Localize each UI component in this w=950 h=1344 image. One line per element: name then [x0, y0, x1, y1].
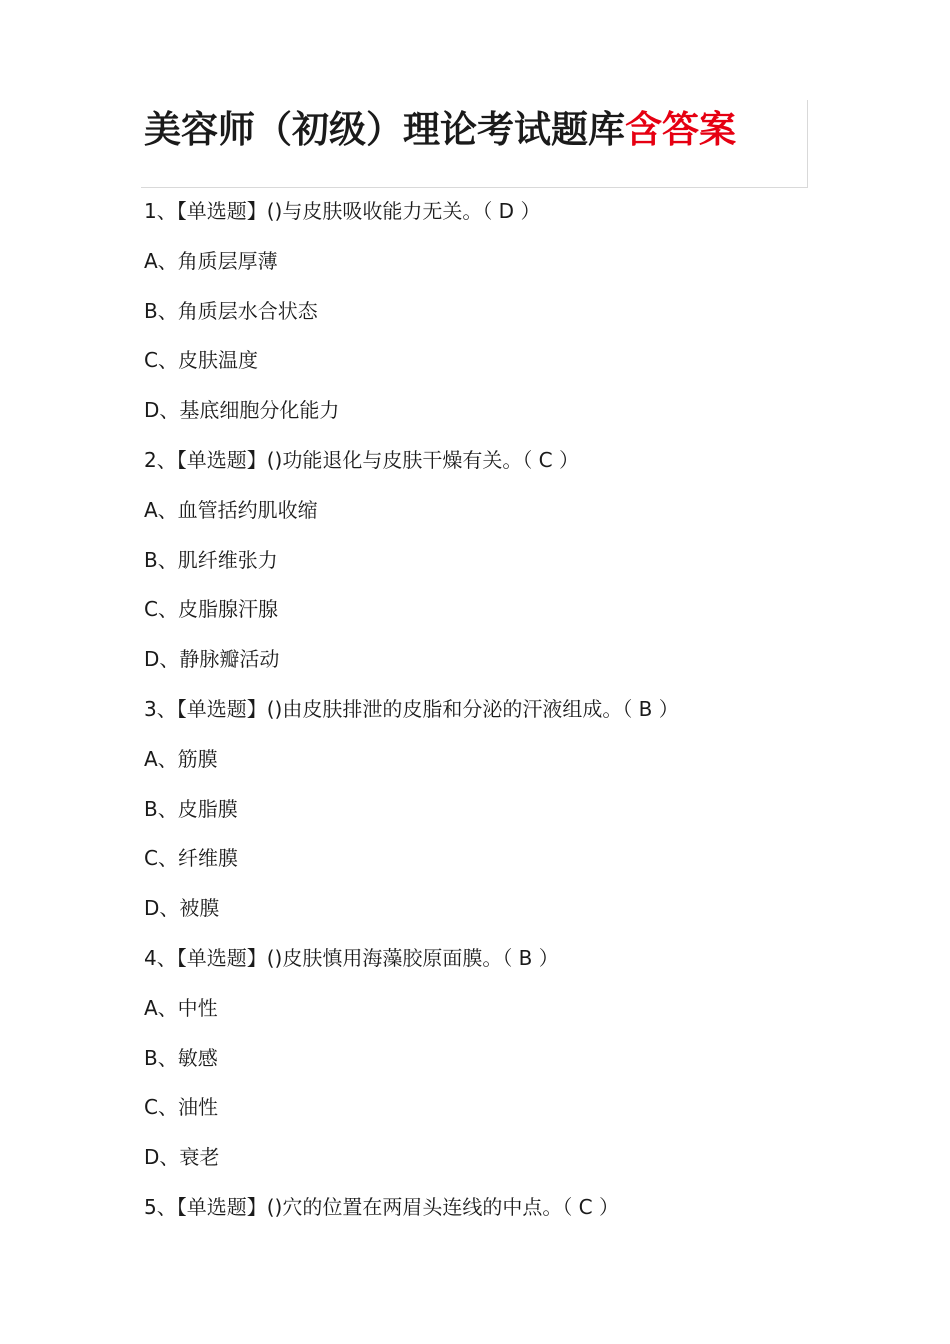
question-stem: 2、【单选题】()功能退化与皮肤干燥有关。（ C ） [144, 447, 580, 472]
title-highlight: 含答案 [625, 108, 736, 151]
question-stem: 1、【单选题】()与皮肤吸收能力无关。（ D ） [144, 199, 541, 223]
question-list [144, 196, 804, 1242]
option-a: A、筋膜 [144, 746, 218, 771]
option-d: D、静脉瓣活动 [144, 647, 280, 672]
option-b: B、敏感 [144, 1045, 218, 1070]
option-c: C、皮肤温度 [144, 348, 258, 373]
option-d: D、基底细胞分化能力 [144, 398, 340, 423]
option-d: D、被膜 [144, 896, 220, 921]
option-a: A、血管括约肌收缩 [144, 497, 318, 522]
title-main: 美容师（初级）理论考试题库 [144, 108, 625, 151]
title-box [141, 100, 808, 188]
option-c: C、皮脂腺汗腺 [144, 597, 278, 622]
option-c: C、油性 [144, 1095, 218, 1120]
page-title [144, 108, 736, 152]
option-b: B、角质层水合状态 [144, 298, 318, 323]
option-d: D、衰老 [144, 1145, 220, 1170]
question-stem: 4、【单选题】()皮肤慎用海藻胶原面膜。（ B ） [144, 945, 559, 970]
option-b: B、皮脂膜 [144, 796, 238, 821]
option-b: B、肌纤维张力 [144, 547, 278, 572]
question-stem: 5、【单选题】()穴的位置在两眉头连线的中点。（ C ） [144, 1194, 620, 1219]
option-c: C、纤维膜 [144, 846, 238, 871]
option-a: A、角质层厚薄 [144, 248, 278, 273]
question-stem: 3、【单选题】()由皮肤排泄的皮脂和分泌的汗液组成。（ B ） [144, 696, 679, 721]
option-a: A、中性 [144, 995, 218, 1020]
